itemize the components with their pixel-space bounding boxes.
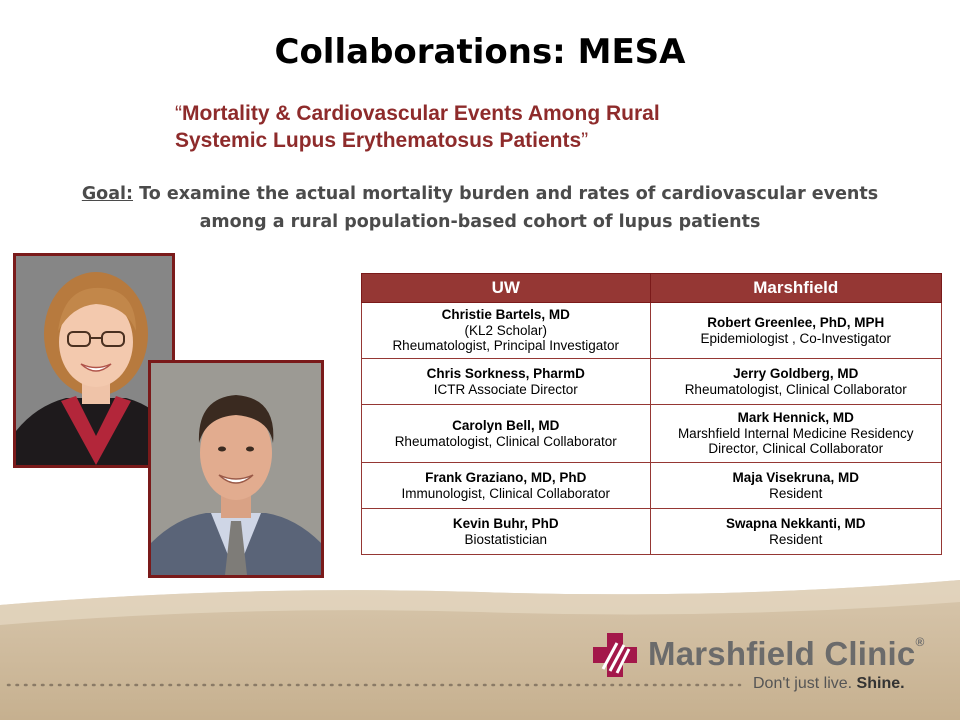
marshfield-cell (650, 359, 942, 405)
marshfield-cell (650, 303, 942, 359)
member-role: (KL2 Scholar) (464, 322, 548, 338)
portrait-man-illustration (151, 363, 321, 575)
study-title-line2: Systemic Lupus Erythematosus Patients (175, 129, 582, 152)
member-role: Biostatistician (464, 531, 548, 547)
logo-tagline (753, 675, 905, 693)
table-row (362, 359, 942, 405)
member-name: Robert Greenlee, PhD, MPH (707, 315, 885, 330)
member-role: Marshfield Internal Medicine Residency (677, 425, 914, 441)
member-role: Director, Clinical Collaborator (708, 441, 884, 457)
member-role: ICTR Associate Director (433, 381, 578, 397)
member-name: Kevin Buhr, PhD (452, 516, 559, 531)
slide-title: Collaborations: MESA (274, 32, 686, 72)
member-name: Jerry Goldberg, MD (733, 366, 859, 381)
uw-cell (362, 303, 651, 359)
goal-statement (60, 180, 900, 236)
collaborators-table (361, 273, 942, 555)
tagline-regular: Don't just live. (753, 675, 853, 692)
marshfield-cell (650, 405, 942, 463)
member-name: Carolyn Bell, MD (452, 418, 560, 433)
member-name: Frank Graziano, MD, PhD (425, 470, 587, 485)
study-title (175, 100, 875, 154)
uw-cell (362, 509, 651, 555)
marshfield-cell (650, 463, 942, 509)
member-name: Christie Bartels, MD (441, 307, 570, 323)
member-name: Maja Visekruna, MD (732, 470, 860, 485)
member-role: Epidemiologist , Co-Investigator (700, 330, 892, 346)
portrait-photo-man (148, 360, 324, 578)
member-name: Chris Sorkness, PharmD (426, 366, 585, 381)
open-quote: “ (175, 102, 182, 125)
table-header-row (362, 274, 942, 303)
uw-cell (362, 463, 651, 509)
table-row (362, 303, 942, 359)
table-row (362, 509, 942, 555)
member-role: Rheumatologist, Clinical Collaborator (394, 433, 617, 449)
marshfield-cell (650, 509, 942, 555)
member-role: Rheumatologist, Principal Investigator (392, 338, 620, 354)
header-marshfield: Marshfield (650, 274, 942, 303)
tagline-bold: Shine. (856, 675, 905, 692)
header-uw: UW (362, 274, 651, 303)
close-quote: ” (581, 129, 589, 152)
uw-cell (362, 359, 651, 405)
logo-name: Marshfield Clinic (648, 635, 916, 672)
uw-cell (362, 405, 651, 463)
member-role: Resident (769, 485, 823, 501)
goal-label: Goal: (81, 184, 134, 204)
marshfield-cross-icon (593, 633, 637, 677)
member-role: Resident (769, 531, 823, 547)
marshfield-clinic-logo (593, 633, 923, 693)
table-row (362, 463, 942, 509)
goal-text: To examine the actual mortality burden and rates of cardiovascular events among a rural population-based cohort of lupus patients (139, 184, 879, 232)
study-title-line1: Mortality & Cardiovascular Events Among Rural (182, 102, 660, 125)
member-name: Mark Hennick, MD (737, 410, 854, 426)
logo-wordmark (648, 635, 925, 673)
member-role: Rheumatologist, Clinical Collaborator (684, 381, 907, 397)
member-role: Immunologist, Clinical Collaborator (401, 485, 611, 501)
table-row (362, 405, 942, 463)
registered-mark: ® (915, 635, 925, 649)
member-name: Swapna Nekkanti, MD (725, 516, 866, 531)
